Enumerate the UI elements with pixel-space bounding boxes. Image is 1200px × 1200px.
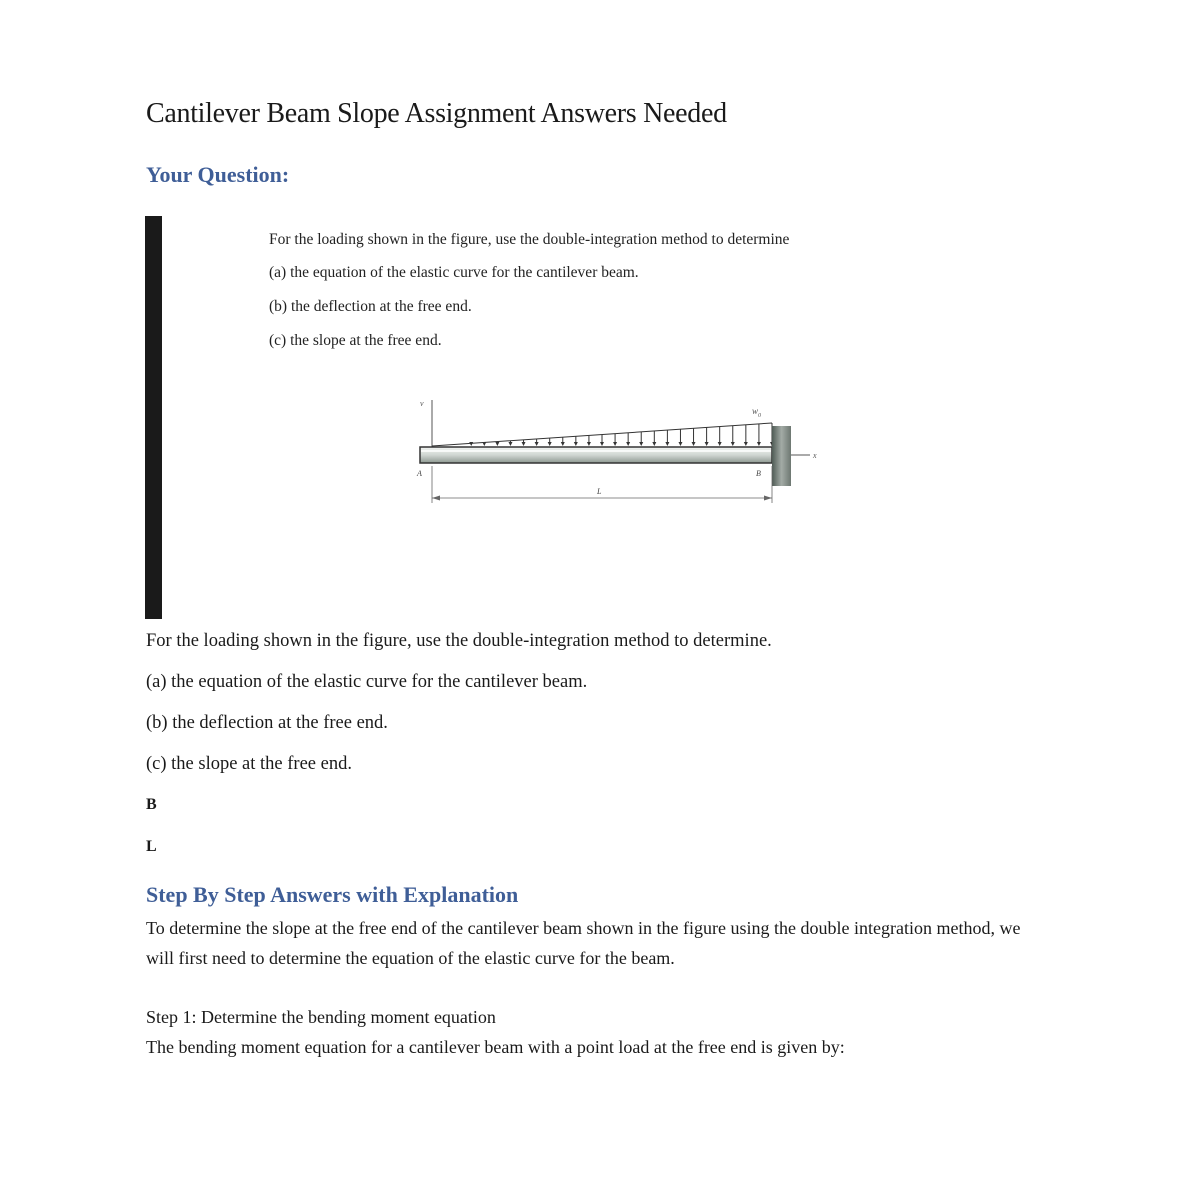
question-image-line: (c) the slope at the free end. [269, 332, 442, 349]
answer-paragraph: To determine the slope at the free end of the cantilever beam shown in the figure using the double integration method, we will first need to determine the equation of the elastic curve for the beam. [146, 918, 1021, 968]
page-title: Cantilever Beam Slope Assignment Answers Needed [146, 98, 727, 129]
question-text-line: B [146, 796, 157, 813]
answers-heading: Step By Step Answers with Explanation [146, 882, 519, 907]
v-axis-label: v [420, 399, 424, 408]
load-label: $w_0$ [752, 406, 762, 419]
question-text-line: (b) the deflection at the free end. [146, 713, 388, 733]
question-image-line: (b) the deflection at the free end. [269, 298, 472, 315]
question-image-line: (a) the equation of the elastic curve for the cantilever beam. [269, 264, 639, 281]
answer-paragraph: Step 1: Determine the bending moment equation [146, 1007, 496, 1027]
question-heading: Your Question: [146, 162, 290, 187]
answer-paragraph: The bending moment equation for a cantilever beam with a point load at the free end is given by: [146, 1037, 845, 1057]
point-b-label: B [756, 469, 761, 478]
length-label: L [597, 487, 602, 496]
question-text-line: For the loading shown in the figure, use the double-integration method to determine. [146, 631, 772, 651]
question-text-line: (a) the equation of the elastic curve for the cantilever beam. [146, 672, 588, 692]
point-a-label: A [417, 469, 422, 478]
question-text-line: (c) the slope at the free end. [146, 754, 352, 774]
question-text-line: L [146, 838, 157, 855]
x-axis-label: x [813, 451, 817, 460]
quote-bar [145, 216, 162, 619]
question-image-line: For the loading shown in the figure, use the double-integration method to determine [269, 231, 790, 248]
